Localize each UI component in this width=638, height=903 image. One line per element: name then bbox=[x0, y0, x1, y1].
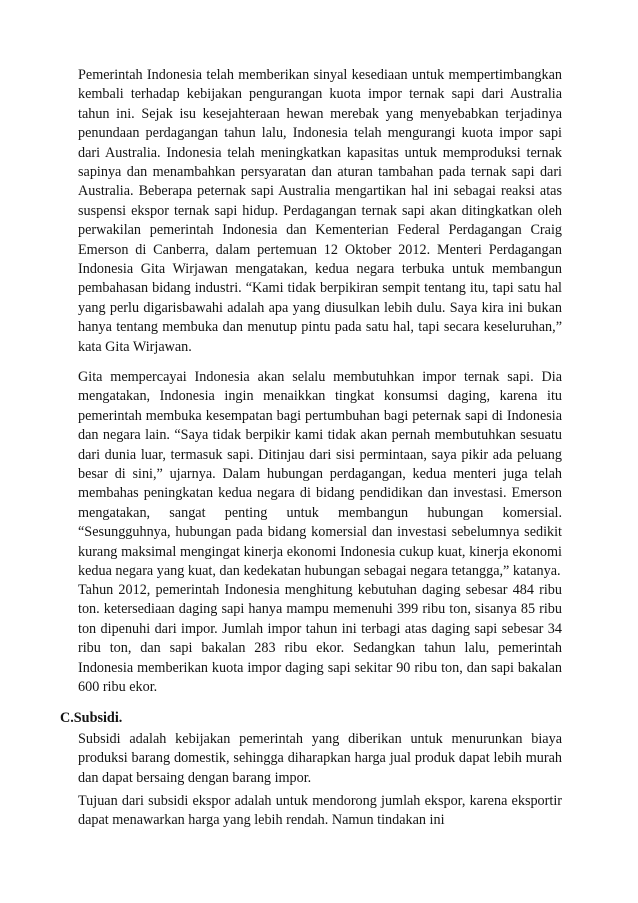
paragraph-cattle-import-policy: Pemerintah Indonesia telah memberikan sinyal kesediaan untuk mempertimbangkan kembali terhadap kebijakan pengurangan kuota impor ternak sapi dari Australia tahun ini. Sejak isu kesejahteraan hewan merebak yang menyebabkan terjadinya penundaan perdagangan tahun lalu, Indonesia telah mengurangi kuota impor sapi dari Australia. Indonesia telah meningkatkan kapasitas untuk memproduksi ternak sapinya dan menambahkan persyaratan dan aturan tambahan pada ternak sapi dari Australia. Beberapa peternak sapi Australia mengartikan hal ini sebagai reaksi atas suspensi ekspor ternak sapi hidup. Perdagangan ternak sapi akan ditingkatkan oleh perwakilan pemerintah Indonesia dan Kementerian Federal Perdagangan Craig Emerson di Canberra, dalam pertemuan 12 Oktober 2012. Menteri Perdagangan Indonesia Gita Wirjawan mengatakan, kedua negara terbuka untuk membangun pembahasan bidang industri. “Kami tidak berpikiran sempit tentang itu, tapi satu hal yang perlu digarisbawahi adalah apa yang diusulkan lebih dulu. Saya kira ini bukan hanya tentang membuka dan menutup pintu pada satu hal, tapi secara keseluruhan,” kata Gita Wirjawan. bbox=[78, 67, 562, 355]
paragraph-2012-quota: Tahun 2012, pemerintah Indonesia menghitung kebutuhan daging sebesar 484 ribu ton. ketersediaan daging sapi hanya mampu memenuhi 399 ribu ton, sisanya 85 ribu ton dipenuhi dari impor. Jumlah impor tahun ini terbagi atas daging sapi sebesar 34 ribu ton, dan sapi bakalan 283 ribu ekor. Sedangkan tahun lalu, pemerintah Indonesia memberikan kuota impor daging sapi sekitar 90 ribu ton, dan sapi bakalan 600 ribu ekor. bbox=[78, 582, 562, 696]
paragraph-export-subsidy: Tujuan dari subsidi ekspor adalah untuk mendorong jumlah ekspor, karena eksportir dapat menawarkan harga yang lebih rendah. Namun tindakan ini bbox=[78, 793, 562, 829]
paragraph-meat-demand: Gita mempercayai Indonesia akan selalu membutuhkan impor ternak sapi. Dia mengatakan, Indonesia ingin menaikkan tingkat konsumsi daging, karena itu pemerintah membuka kesempatan bagi pertumbuhan bagi peternak sapi di Indonesia dan negara lain. “Saya tidak berpikir kami tidak akan pernah membutuhkan sesuatu dari dunia luar, termasuk sapi. Ditinjau dari sisi permintaan, saya pikir ada peluang besar di sini,” ujarnya. Dalam hubungan perdagangan, kedua menteri juga telah membahas peningkatan kedua negara di bidang pendidikan dan investasi. Emerson mengatakan, sangat penting untuk membangun hubungan komersial. “Sesungguhnya, hubungan pada bidang komersial dan investasi sebelumnya sedikit kurang maksimal mengingat kinerja ekonomi Indonesia cukup kuat, kinerja ekonomi kedua negara yang kuat, dan kedekatan hubungan sebagai negara tetangga,” katanya. bbox=[78, 369, 562, 580]
paragraph-export-subsidy-clip bbox=[78, 792, 562, 831]
paragraph-subsidi-definition: Subsidi adalah kebijakan pemerintah yang diberikan untuk menurunkan biaya produksi barang domestik, sehingga diharapkan harga jual produk dapat lebih murah dan dapat bersaing dengan barang impor. bbox=[78, 731, 562, 786]
section-heading-subsidi: C.Subsidi. bbox=[60, 710, 123, 726]
